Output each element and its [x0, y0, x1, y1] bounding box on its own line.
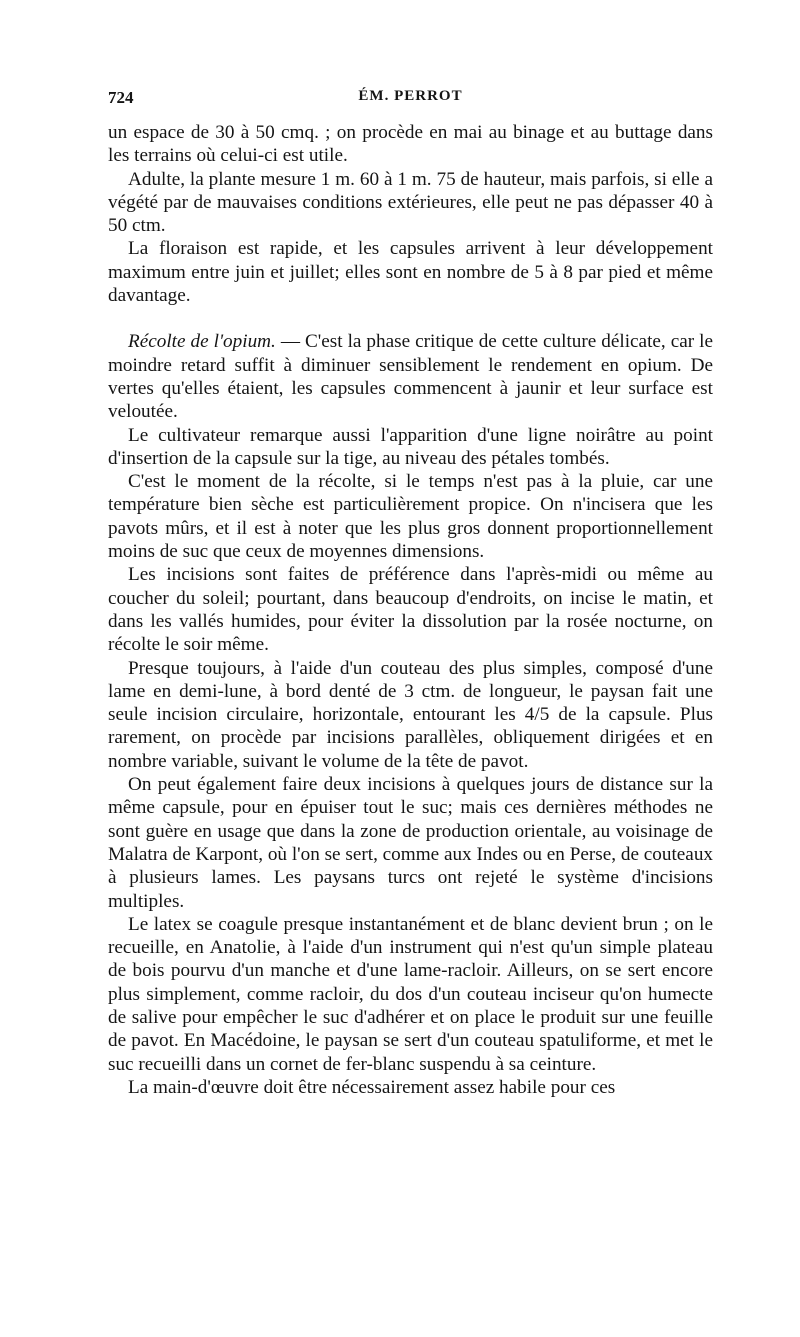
section-paragraph: [108, 330, 713, 423]
paragraph: On peut également faire deux incisions à quelques jours de distance sur la même capsule, pour en épuiser tout le suc; mais ces dernières méthodes ne sont guère en usage que dans la zone de production orientale, au voisinage de Malatra de Karpont, où l'on se sert, comme aux Indes ou en Perse, de couteaux à plusieurs lames. Les paysans turcs ont rejeté le système d'incisions multiples.: [108, 774, 714, 912]
paragraph: C'est le moment de la récolte, si le temps n'est pas à la pluie, car une température bien sèche est particulièrement propice. On n'incisera que les pavots mûrs, et il est à noter que les plus gros donnent proportionnellement moins de suc que ceux de moyennes dimensions.: [108, 471, 713, 563]
paragraph: Adulte, la plante mesure 1 m. 60 à 1 m. 75 de hauteur, mais parfois, si elle a végété par de mauvaises conditions extérieures, elle peut ne pas dépasser 40 à 50 ctm.: [108, 168, 713, 237]
page-number: 724: [108, 88, 134, 107]
paragraph: Le cultivateur remarque aussi l'apparition d'une ligne noirâtre au point d'insertion de la capsule sur la tige, au niveau des pétales tombés.: [108, 424, 713, 469]
body-text: [108, 121, 713, 1099]
paragraph: Le latex se coagule presque instantanément et de blanc devient brun ; on le recueille, en Anatolie, à l'aide d'un instrument qui n'est qu'un simple plateau de bois pourvu d'un manche et d'une lame-racloir. Ailleurs, on se sert encore plus simplement, comme racloir, du dos d'un couteau inciseur qu'on humecte de salive pour empêcher le suc d'adhérer et on place le produit sur une feuille de pavot. En Macédoine, le paysan se sert d'un couteau spatuliforme, et met le suc recueilli dans un cornet de fer-blanc suspendu à sa ceinture.: [108, 913, 713, 1075]
paragraph: La main-d'œuvre doit être nécessairement assez habile pour ces: [128, 1076, 616, 1098]
page-header: [108, 88, 713, 112]
running-head: ÉM. PERROT: [358, 88, 463, 104]
paragraph: La floraison est rapide, et les capsules arrivent à leur développement maximum entre juin et juillet; elles sont en nombre de 5 à 8 par pied et même davantage.: [108, 238, 713, 307]
paragraph: un espace de 30 à 50 cmq. ; on procède en mai au binage et au buttage dans les terrains où celui-ci est utile.: [108, 122, 713, 167]
section-text: — C'est la phase critique de cette culture délicate, car le moindre retard suffit à diminuer sensiblement le rendement en opium. De vertes qu'elles étaient, les capsules commencent à jaunir et leur surface est veloutée.: [108, 331, 713, 423]
paragraph: Les incisions sont faites de préférence dans l'après-midi ou même au coucher du soleil; pourtant, dans beaucoup d'endroits, on incise le matin, et dans les vallés humides, pour éviter la dissolution par la rosée nocturne, on récolte le soir même.: [108, 564, 713, 656]
section-title: Récolte de l'opium.: [128, 331, 276, 353]
paragraph: Presque toujours, à l'aide d'un couteau des plus simples, composé d'une lame en demi-lune, à bord denté de 3 ctm. de longueur, le paysan fait une seule incision circulaire, horizontale, entourant les 4/5 de la capsule. Plus rarement, on procède par incisions parallèles, obliquement dirigées et en nombre variable, suivant le volume de la tête de pavot.: [108, 657, 713, 772]
